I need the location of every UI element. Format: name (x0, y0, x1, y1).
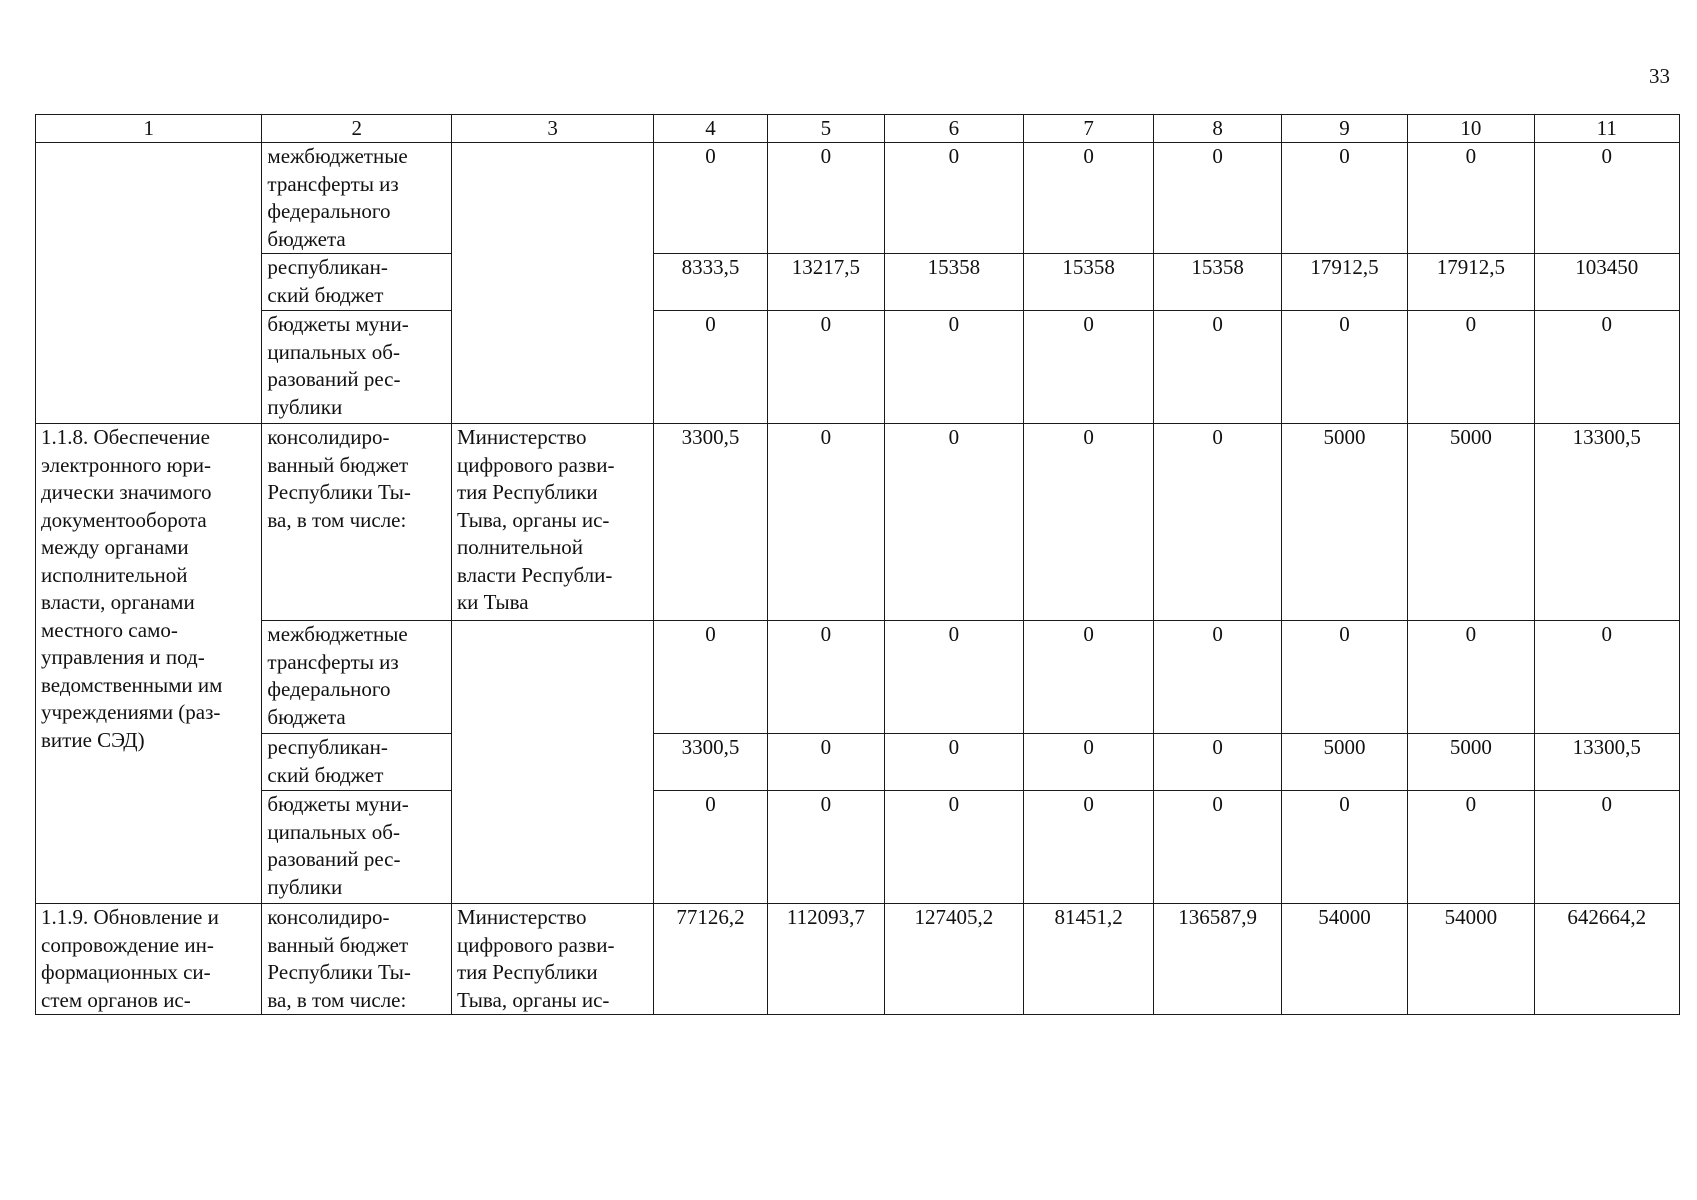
table-row (36, 621, 1680, 734)
value-cell: 3300,5 (654, 424, 768, 621)
funding-source-cell: бюджеты муни- ципальных об- разований рес- публики (262, 791, 452, 904)
value-cell: 0 (1408, 621, 1534, 734)
value-cell: 0 (1281, 621, 1407, 734)
table-row (36, 734, 1680, 791)
value-cell: 0 (767, 311, 884, 424)
value-cell: 5000 (1281, 734, 1407, 791)
value-cell: 81451,2 (1023, 904, 1154, 1015)
funding-source-cell: межбюджетные трансферты из федерального бюджета (262, 143, 452, 254)
header-cell: 2 (262, 115, 452, 143)
value-cell: 0 (884, 311, 1023, 424)
table-row (36, 254, 1680, 311)
value-cell: 112093,7 (767, 904, 884, 1015)
header-cell: 10 (1408, 115, 1534, 143)
measure-name-cell: 1.1.9. Обновление и сопровождение ин- формационных си- стем органов ис- (36, 904, 262, 1015)
table-row (36, 424, 1680, 621)
value-cell: 0 (1154, 424, 1281, 621)
value-cell: 0 (1154, 791, 1281, 904)
value-cell: 0 (767, 621, 884, 734)
value-cell: 0 (767, 791, 884, 904)
value-cell: 13217,5 (767, 254, 884, 311)
value-cell: 0 (884, 621, 1023, 734)
value-cell: 127405,2 (884, 904, 1023, 1015)
value-cell: 5000 (1408, 424, 1534, 621)
value-cell: 0 (1534, 311, 1679, 424)
value-cell: 17912,5 (1281, 254, 1407, 311)
value-cell: 0 (1154, 621, 1281, 734)
value-cell: 0 (1023, 143, 1154, 254)
value-cell: 0 (654, 621, 768, 734)
funding-source-cell: межбюджетные трансферты из федерального бюджета (262, 621, 452, 734)
value-cell: 0 (1023, 424, 1154, 621)
budget-table (35, 114, 1680, 1015)
value-cell: 0 (1281, 791, 1407, 904)
table-row (36, 791, 1680, 904)
value-cell: 0 (767, 734, 884, 791)
value-cell: 0 (884, 424, 1023, 621)
page-number: 33 (1649, 64, 1670, 88)
empty-executor-cell (451, 621, 653, 904)
value-cell: 0 (654, 791, 768, 904)
funding-source-cell: республикан- ский бюджет (262, 254, 452, 311)
value-cell: 0 (1534, 621, 1679, 734)
value-cell: 0 (1023, 791, 1154, 904)
value-cell: 17912,5 (1408, 254, 1534, 311)
value-cell: 0 (1023, 734, 1154, 791)
value-cell: 0 (767, 424, 884, 621)
value-cell: 136587,9 (1154, 904, 1281, 1015)
value-cell: 8333,5 (654, 254, 768, 311)
header-cell: 8 (1154, 115, 1281, 143)
value-cell: 15358 (1154, 254, 1281, 311)
value-cell: 0 (884, 734, 1023, 791)
header-cell: 3 (451, 115, 653, 143)
executor-cell: Министерство цифрового разви- тия Республики Тыва, органы ис- полнительной власти Республи- ки Тыва (451, 424, 653, 621)
measure-name-cell: 1.1.8. Обеспечение электронного юри- дически значимого документооборота между органами исполнительной власти, органами местного само- управления и под- ведомственными им учреждениями (раз- витие СЭД) (36, 424, 262, 904)
value-cell: 0 (1154, 143, 1281, 254)
value-cell: 0 (1154, 734, 1281, 791)
header-cell: 4 (654, 115, 768, 143)
executor-cell: Министерство цифрового разви- тия Республики Тыва, органы ис- (451, 904, 653, 1015)
value-cell: 0 (654, 143, 768, 254)
value-cell: 0 (1408, 143, 1534, 254)
value-cell: 0 (767, 143, 884, 254)
value-cell: 0 (1534, 791, 1679, 904)
value-cell: 54000 (1281, 904, 1407, 1015)
funding-source-cell: консолидиро- ванный бюджет Республики Ты- ва, в том числе: (262, 904, 452, 1015)
value-cell: 0 (884, 143, 1023, 254)
value-cell: 0 (1534, 143, 1679, 254)
value-cell: 0 (1408, 311, 1534, 424)
funding-source-cell: республикан- ский бюджет (262, 734, 452, 791)
value-cell: 642664,2 (1534, 904, 1679, 1015)
header-cell: 11 (1534, 115, 1679, 143)
value-cell: 0 (1281, 311, 1407, 424)
value-cell: 0 (1408, 791, 1534, 904)
value-cell: 0 (1281, 143, 1407, 254)
header-cell: 9 (1281, 115, 1407, 143)
header-cell: 1 (36, 115, 262, 143)
funding-source-cell: бюджеты муни- ципальных об- разований рес- публики (262, 311, 452, 424)
header-row (36, 115, 1680, 143)
funding-source-cell: консолидиро- ванный бюджет Республики Ты- ва, в том числе: (262, 424, 452, 621)
value-cell: 13300,5 (1534, 734, 1679, 791)
value-cell: 54000 (1408, 904, 1534, 1015)
value-cell: 0 (884, 791, 1023, 904)
value-cell: 15358 (884, 254, 1023, 311)
value-cell: 0 (654, 311, 768, 424)
header-cell: 6 (884, 115, 1023, 143)
value-cell: 5000 (1408, 734, 1534, 791)
value-cell: 77126,2 (654, 904, 768, 1015)
value-cell: 5000 (1281, 424, 1407, 621)
empty-executor-cell (451, 143, 653, 424)
value-cell: 0 (1154, 311, 1281, 424)
value-cell: 13300,5 (1534, 424, 1679, 621)
table-row (36, 311, 1680, 424)
table-row (36, 904, 1680, 1015)
value-cell: 0 (1023, 311, 1154, 424)
table-row (36, 143, 1680, 254)
empty-name-cell (36, 143, 262, 424)
value-cell: 103450 (1534, 254, 1679, 311)
value-cell: 3300,5 (654, 734, 768, 791)
value-cell: 0 (1023, 621, 1154, 734)
header-cell: 5 (767, 115, 884, 143)
header-cell: 7 (1023, 115, 1154, 143)
value-cell: 15358 (1023, 254, 1154, 311)
